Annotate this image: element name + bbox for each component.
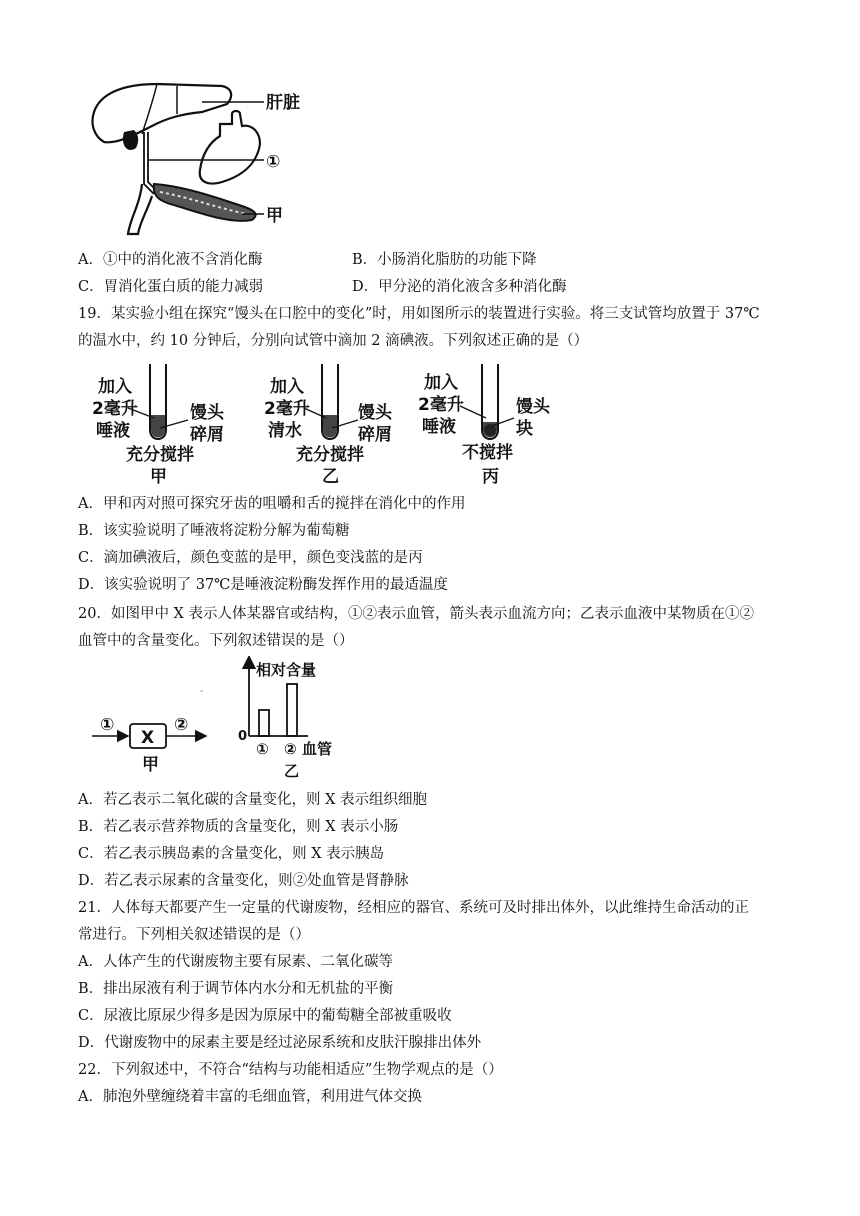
diagram-jia-name: 甲 <box>142 755 159 775</box>
q20-option-d: D．若乙表示尿素的含量变化，则②处血管是肾静脉 <box>78 873 409 889</box>
tube-jia-add3: 唾液 <box>96 421 130 441</box>
origin-label: 0 <box>238 729 248 744</box>
q21-option-a: A．人体产生的代谢废物主要有尿素、二氧化碳等 <box>78 954 393 970</box>
tube-jia-name: 甲 <box>150 467 167 487</box>
tube-jia-add1: 加入 <box>98 377 132 397</box>
q19-stem-line1: 19．某实验小组在探究“馒头在口腔中的变化”时，用如图所示的装置进行实验。将三支试管均放置于 37℃ <box>78 306 760 322</box>
x-axis-label: 血管 <box>302 740 333 758</box>
stray-mark: - <box>200 686 204 697</box>
q22-stem: 22．下列叙述中，不符合“结构与功能相适应”生物学观点的是（） <box>78 1062 503 1078</box>
tube-bing-food2: 块 <box>516 419 533 439</box>
tube-bing-add3: 唾液 <box>422 417 456 437</box>
blood-flow-diagram <box>88 710 218 776</box>
chart-yi-name: 乙 <box>284 762 300 780</box>
x-tick-label-2: ② <box>284 740 297 758</box>
tube-jia-action: 充分搅拌 <box>126 445 194 465</box>
q18-option-b: B．小肠消化脂肪的功能下降 <box>352 252 537 268</box>
q19-option-a: A．甲和丙对照可探究牙齿的咀嚼和舌的搅拌在消化中的作用 <box>78 496 466 512</box>
test-tube-bing <box>418 364 551 487</box>
x-tick-label-1: ① <box>256 740 269 758</box>
tube-bing-name: 丙 <box>482 467 499 487</box>
tube-jia-add2: 2毫升 <box>92 399 138 419</box>
tube-bing-food1: 馒头 <box>516 397 550 417</box>
vessel-1-label: ① <box>100 715 115 735</box>
q19-option-d: D．该实验说明了 37℃是唾液淀粉酶发挥作用的最适温度 <box>78 577 448 593</box>
q19-option-b: B．该实验说明了唾液将淀粉分解为葡萄糖 <box>78 523 350 539</box>
tube-bing-add2: 2毫升 <box>418 395 464 415</box>
q18-option-a: A．①中的消化液不含消化酶 <box>78 252 263 268</box>
bar-2 <box>287 684 297 736</box>
tube-yi-add3: 清水 <box>268 421 302 441</box>
digestive-system-figure <box>82 74 322 244</box>
q18-option-d: D．甲分泌的消化液含多种消化酶 <box>352 279 567 295</box>
jia-label: 甲 <box>266 206 283 226</box>
q21-option-d: D．代谢废物中的尿素主要是经过泌尿系统和皮肤汗腺排出体外 <box>78 1035 482 1051</box>
q18-option-c: C．胃消化蛋白质的能力减弱 <box>78 279 264 295</box>
tube-yi-name: 乙 <box>322 467 339 487</box>
q20-stem-line1: 20．如图甲中 X 表示人体某器官或结构，①②表示血管，箭头表示血流方向；乙表示血液中某物质在①② <box>78 606 754 622</box>
tube-yi-add1: 加入 <box>270 377 304 397</box>
q20-option-b: B．若乙表示营养物质的含量变化，则 X 表示小肠 <box>78 819 399 835</box>
tube-jia-food1: 馒头 <box>190 403 224 423</box>
q20-option-c: C．若乙表示胰岛素的含量变化，则 X 表示胰岛 <box>78 846 385 862</box>
tube-yi-food1: 馒头 <box>358 403 392 423</box>
q22-option-a: A．肺泡外壁缠绕着丰富的毛细血管，利用进气体交换 <box>78 1089 422 1105</box>
q21-option-c: C．尿液比原尿少得多是因为原尿中的葡萄糖全部被重吸收 <box>78 1008 452 1024</box>
tube-yi-action: 充分搅拌 <box>296 445 364 465</box>
y-axis-label: 相对含量 <box>256 661 317 679</box>
q20-stem-line2: 血管中的含量变化。下列叙述错误的是（） <box>78 633 354 649</box>
test-tube-yi <box>264 364 393 487</box>
content-bar-chart <box>236 656 366 780</box>
q21-stem-line2: 常进行。下列相关叙述错误的是（） <box>78 927 310 943</box>
q19-option-c: C．滴加碘液后，颜色变蓝的是甲，颜色变浅蓝的是丙 <box>78 550 423 566</box>
bar-1 <box>259 710 269 736</box>
organ-x-label: X <box>141 728 155 748</box>
test-tube-jia <box>92 364 225 487</box>
q20-option-a: A．若乙表示二氧化碳的含量变化，则 X 表示组织细胞 <box>78 792 428 808</box>
q19-stem-line2: 的温水中，约 10 分钟后，分别向试管中滴加 2 滴碘液。下列叙述正确的是（） <box>78 333 589 349</box>
q21-option-b: B．排出尿液有利于调节体内水分和无机盐的平衡 <box>78 981 394 997</box>
tube-yi-add2: 2毫升 <box>264 399 310 419</box>
tube-yi-food2: 碎屑 <box>358 425 392 445</box>
tube-bing-add1: 加入 <box>424 373 458 393</box>
q21-stem-line1: 21．人体每天都要产生一定量的代谢废物，经相应的器官、系统可及时排出体外，以此维持生命活动的正 <box>78 900 749 916</box>
structure-1-label: ① <box>266 152 281 172</box>
tube-bing-action: 不搅拌 <box>462 443 513 463</box>
liver-label: 肝脏 <box>266 93 300 113</box>
test-tubes-figure <box>92 360 562 488</box>
vessel-2-label: ② <box>174 715 189 735</box>
tube-jia-food2: 碎屑 <box>190 425 224 445</box>
